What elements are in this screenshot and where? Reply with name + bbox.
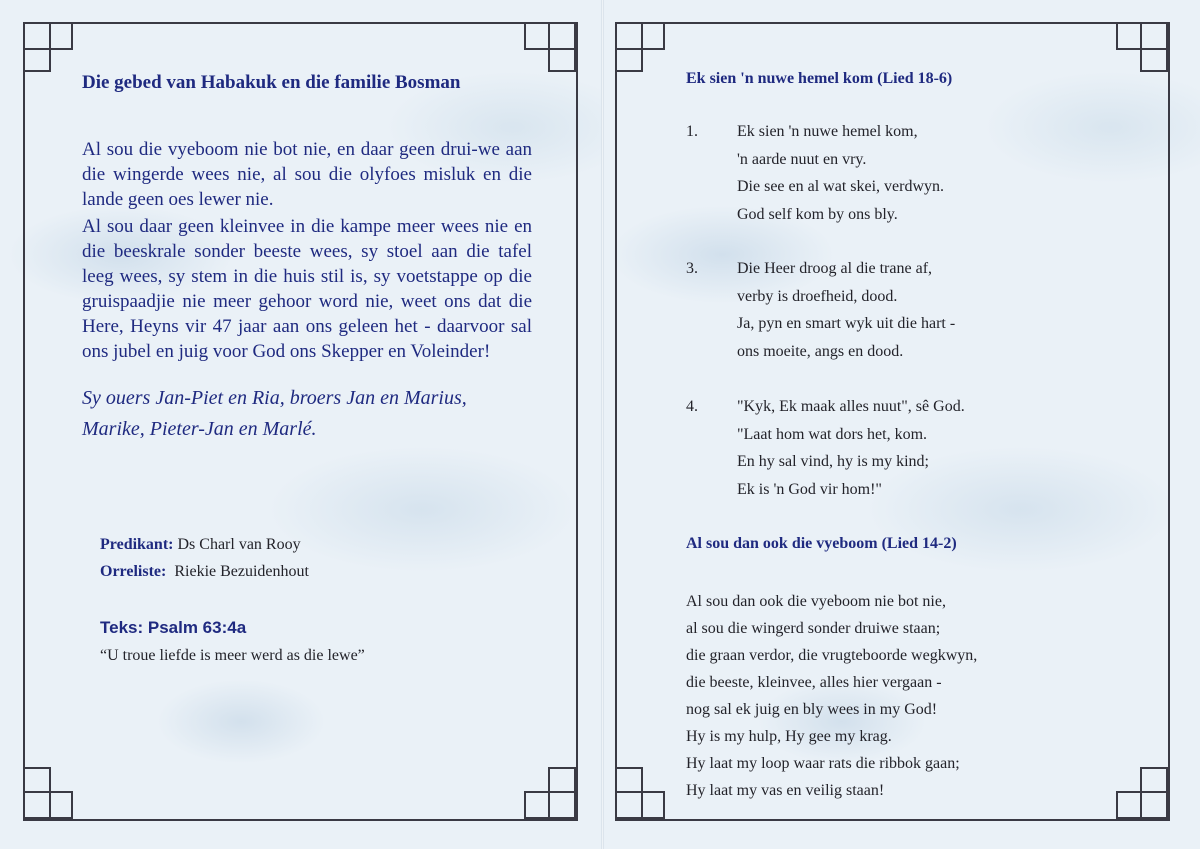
- verse-number: 3.: [686, 260, 698, 277]
- song2-text: [686, 588, 977, 804]
- orreliste-value: Riekie Bezuidenhout: [174, 563, 309, 580]
- song2-line: Al sou dan ook die vyeboom nie bot nie,: [686, 593, 946, 610]
- verse-line: ons moeite, angs en dood.: [737, 342, 904, 360]
- teks-quote: “U troue liefde is meer werd as die lewe”: [100, 647, 365, 664]
- song2-line: Hy laat my vas en veilig staan!: [686, 782, 885, 799]
- predikant-label: Predikant:: [100, 536, 174, 553]
- prayer-paragraph-2: Al sou daar geen kleinvee in die kampe meer wees nie en die beeskrale sonder beeste wees, sy stoel aan die tafel leeg wees, sy stem in die huis stil is, sy voetstappe op die gruispaadjie nie meer gehoor word nie, weet ons dat die Here, Heyns vir 47 jaar aan ons geleen het - daarvoor sal ons jubel en juig voor God ons Skepper en Voleinder!: [82, 216, 532, 362]
- verse-line: verby is droefheid, dood.: [737, 287, 898, 305]
- verse-line: "Kyk, Ek maak alles nuut", sê God.: [737, 398, 965, 415]
- song2-title: Al sou dan ook die vyeboom (Lied 14-2): [686, 535, 957, 552]
- song2-line: nog sal ek juig en bly wees in my God!: [686, 701, 938, 718]
- predikant-row: [100, 536, 301, 554]
- verse-text: [737, 393, 965, 503]
- corner-ornament-bottom-right: [524, 767, 576, 819]
- verse-line: Die see en al wat skei, verdwyn.: [737, 178, 945, 195]
- corner-ornament-bottom-right: [1116, 767, 1168, 819]
- verse-line: God self kom by ons bly.: [737, 205, 898, 223]
- family-signature-line-1: Sy ouers Jan-Piet en Ria, broers Jan en Marius,: [82, 387, 467, 409]
- corner-ornament-bottom-left: [23, 767, 75, 819]
- orreliste-row: [100, 563, 309, 581]
- prayer-paragraph-1: Al sou die vyeboom nie bot nie, en daar geen drui-we aan die wingerde wees nie, al sou die olyfoes misluk en die lande geen oes lewer nie.: [82, 139, 532, 210]
- song2-line: die graan verdor, die vrugteboorde wegkwyn,: [686, 647, 978, 664]
- corner-ornament-top-right: [1116, 22, 1168, 74]
- verse-text: [737, 118, 944, 228]
- song2-line: die beeste, kleinvee, alles hier vergaan -: [686, 674, 942, 691]
- verse-line: Ja, pyn en smart wyk uit die hart -: [737, 315, 956, 332]
- family-signature-line-2: Marike, Pieter-Jan en Marlé.: [82, 418, 317, 440]
- corner-ornament-top-right: [524, 22, 576, 74]
- verse-number: 1.: [686, 123, 698, 140]
- verse-line: Ek is 'n God vir hom!": [737, 480, 882, 498]
- song2-line: al sou die wingerd sonder druiwe staan;: [686, 620, 941, 637]
- verse-line: 'n aarde nuut en vry.: [737, 150, 867, 168]
- orreliste-label: Orreliste:: [100, 563, 167, 580]
- prayer-title: Die gebed van Habakuk en die familie Bosman: [82, 72, 461, 93]
- verse-number: 4.: [686, 398, 698, 415]
- teks-label: Teks: Psalm 63:4a: [100, 618, 247, 637]
- song2-line: Hy laat my loop waar rats die ribbok gaan;: [686, 755, 960, 772]
- song2-line: Hy is my hulp, Hy gee my krag.: [686, 728, 892, 745]
- predikant-value: Ds Charl van Rooy: [177, 536, 301, 553]
- verse-text: [737, 255, 955, 365]
- song1-title: Ek sien 'n nuwe hemel kom (Lied 18-6): [686, 70, 953, 87]
- verse-line: En hy sal vind, hy is my kind;: [737, 453, 929, 470]
- verse-line: "Laat hom wat dors het, kom.: [737, 425, 928, 443]
- corner-ornament-bottom-left: [615, 767, 667, 819]
- page-fold: [601, 0, 604, 849]
- verse-line: Die Heer droog al die trane af,: [737, 260, 933, 277]
- verse-line: Ek sien 'n nuwe hemel kom,: [737, 123, 918, 140]
- corner-ornament-top-left: [615, 22, 667, 74]
- corner-ornament-top-left: [23, 22, 75, 74]
